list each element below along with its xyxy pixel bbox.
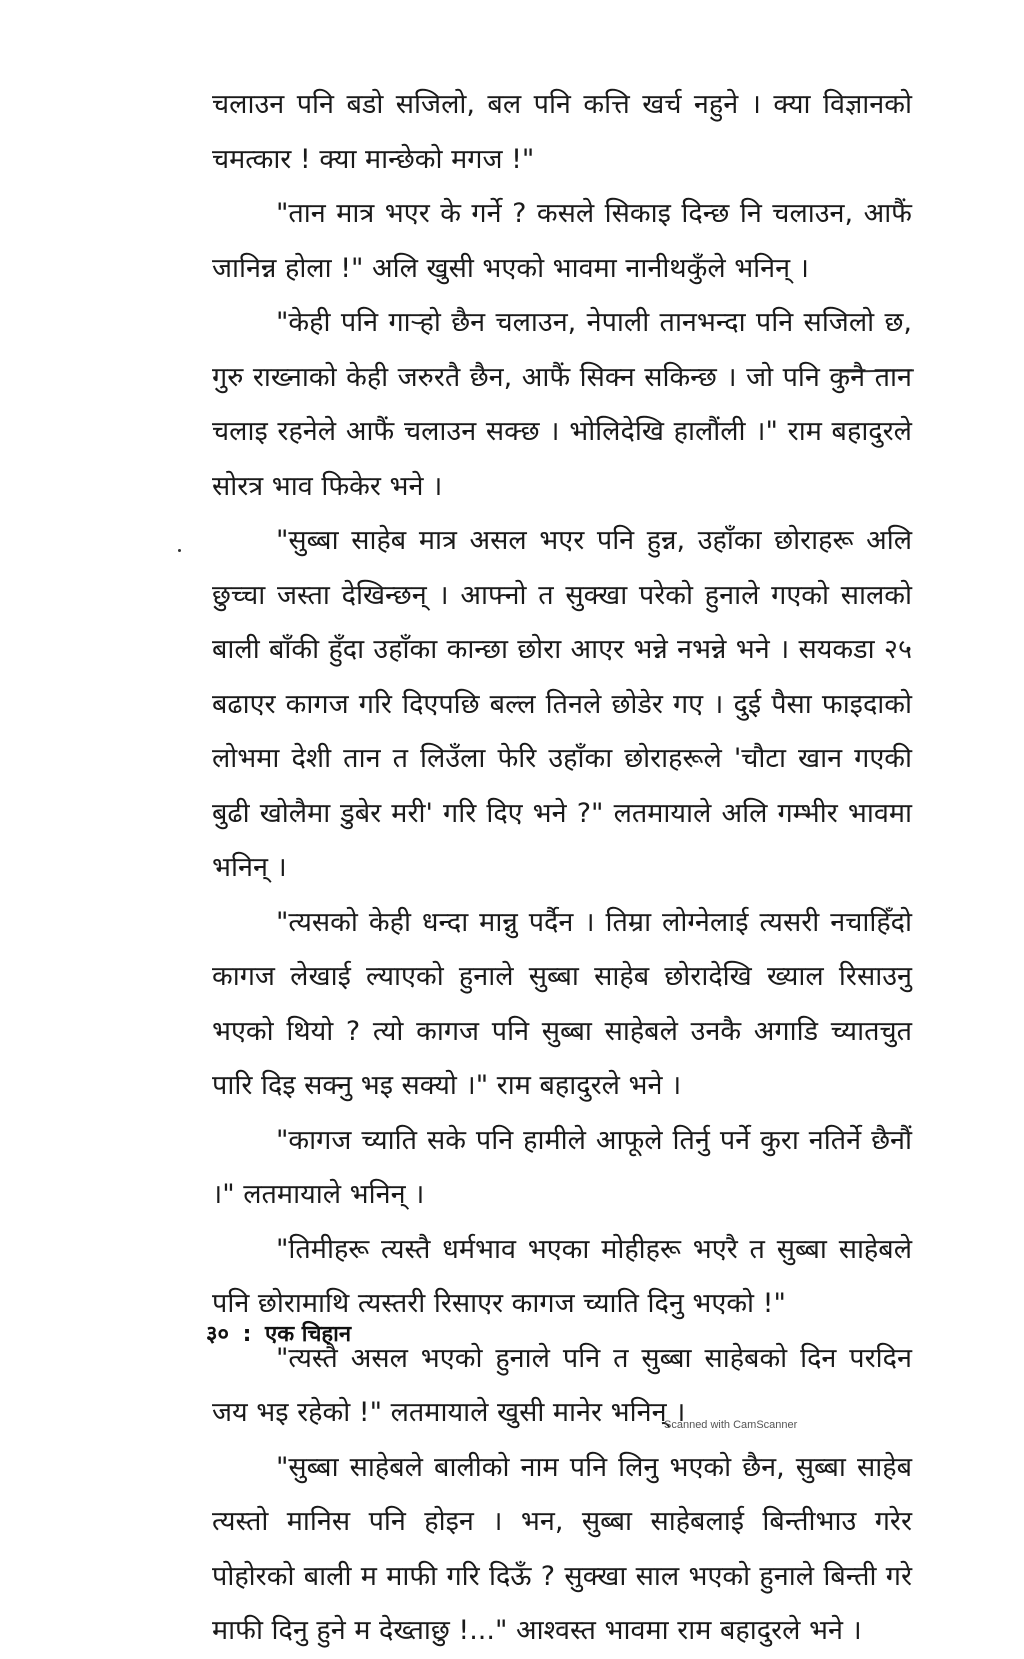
paragraph: "सुब्बा साहेब मात्र असल भएर पनि हुन्न, उहाँका छोराहरू अलि छुच्चा जस्ता देखिन्छन् । आफ्नो त सुक्खा परेको हुनाले गएको सालको बाली बाँकी हुँदा उहाँका कान्छा छोरा आएर भन्ने नभन्ने भने । सयकडा २५ बढाएर कागज गरि दिएपछि बल्ल तिनले छोडेर गए । दुई पैसा फाइदाको लोभमा देशी तान त लिउँला फेरि उहाँका छोराहरूले 'चौटा खान गएकी बुढी खोलैमा डुबेर मरी' गरि दिए भने ?" लतमायाले अलि गम्भीर भावमा भनिन् । bbox=[212, 525, 912, 883]
page-footer bbox=[206, 1318, 351, 1348]
paragraph: "तान मात्र भएर के गर्ने ? कसले सिकाइ दिन्छ नि चलाउन, आफैं जानिन्न होला !" अलि खुसी भएको भावमा नानीथकुँले भनिन् । bbox=[212, 198, 912, 284]
page-number: ३० bbox=[206, 1322, 229, 1347]
paragraph: "त्यस्तै असल भएको हुनाले पनि त सुब्बा साहेबको दिन परदिन जय भइ रहेको !" लतमायाले खुसी मानेर भनिन् । bbox=[212, 1342, 912, 1428]
paragraph: "कागज च्याति सके पनि हामीले आफूले तिर्नु पर्ने कुरा नतिर्ने छैनौं ।" लतमायाले भनिन् । bbox=[212, 1124, 912, 1210]
paragraph: "केही पनि गाऱ्हो छैन चलाउन, नेपाली तानभन्दा पनि सजिलो छ, गुरु राख्नाको केही जरुरतै छैन, आफैं सिक्न सकिन्छ । जो पनि कुनै तान चलाइ रहनेले आफैं चलाउन सक्छ । भोलिदेखि हालौंली ।" राम बहादुरले सोरत्र भाव फिकेर भने । bbox=[212, 307, 912, 502]
scanner-watermark: Scanned with CamScanner bbox=[664, 1419, 798, 1431]
book-title: एक चिहान bbox=[265, 1322, 352, 1347]
paragraph: "सुब्बा साहेबले बालीको नाम पनि लिनु भएको छैन, सुब्बा साहेब त्यस्तो मानिस पनि होइन । भन, सुब्बा साहेबलाई बिन्तीभाउ गरेर पोहोरको बाली म माफी गरि दिऊँ ? सुक्खा साल भएको हुनाले बिन्ती गरे माफी दिनु हुने म देख्ताछु !..." आश्वस्त भावमा राम बहादुरले भने । bbox=[212, 1451, 912, 1646]
footer-separator: : bbox=[242, 1322, 252, 1347]
paragraph: चलाउन पनि बडो सजिलो, बल पनि कत्ति खर्च नहुने । क्या विज्ञानको चमत्कार ! क्या मान्छेको मगज !" bbox=[212, 89, 912, 175]
paragraph: "तिमीहरू त्यस्तै धर्मभाव भएका मोहीहरू भएरै त सुब्बा साहेबले पनि छोरामाथि त्यस्तरी रिसाएर कागज च्याति दिनु भएको !" bbox=[212, 1233, 912, 1319]
paragraph: "त्यसको केही धन्दा मान्नु पर्दैन । तिम्रा लोग्नेलाई त्यसरी नचाहिँदो कागज लेखाई ल्याएको हुनाले सुब्बा साहेब छोरादेखि ख्याल रिसाउनु भएको थियो ? त्यो कागज पनि सुब्बा साहेबले उनकै अगाडि च्यातचुत पारि दिइ सक्नु भइ सक्यो ।" राम बहादुरले भने । bbox=[212, 906, 912, 1101]
body-text bbox=[212, 78, 912, 1659]
stray-ink-dot bbox=[178, 549, 181, 552]
